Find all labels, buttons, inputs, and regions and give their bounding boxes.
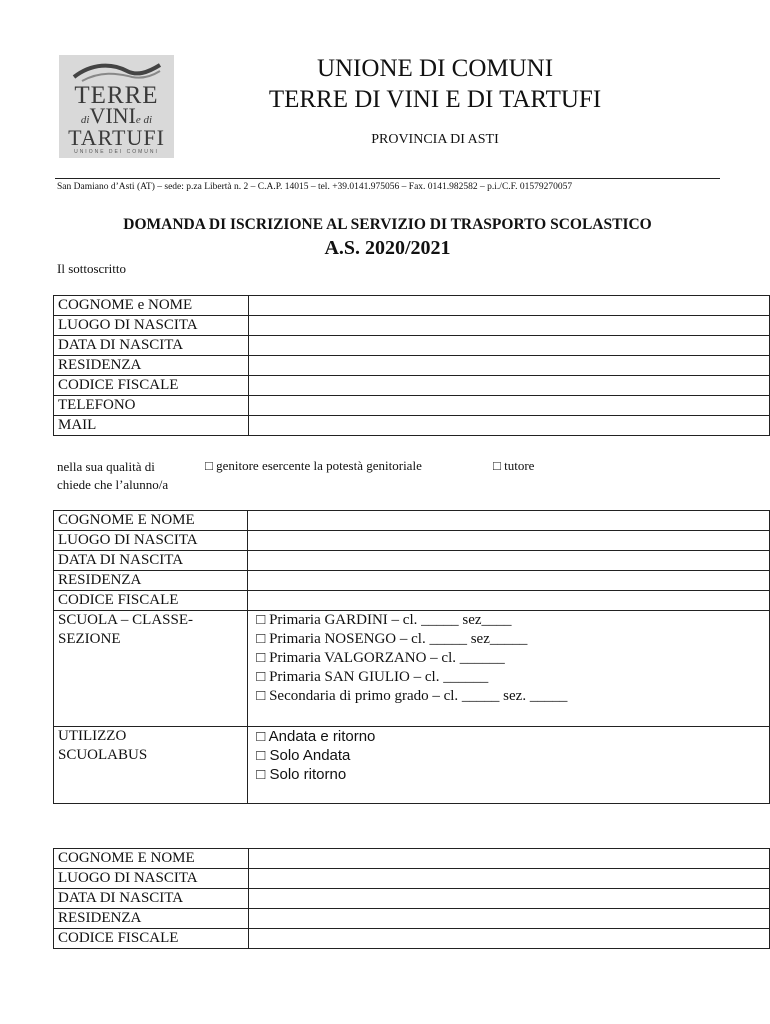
field-label: DATA DI NASCITA	[54, 551, 248, 571]
school-option-nosengo[interactable]: □ Primaria NOSENGO – cl. _____ sez_____	[256, 631, 528, 647]
logo-vini: VINI	[89, 103, 136, 128]
field-input[interactable]	[248, 551, 770, 571]
table-row	[54, 416, 770, 436]
school-year: A.S. 2020/2021	[324, 237, 451, 259]
field-label: RESIDENZA	[54, 909, 249, 929]
field-input[interactable]	[249, 416, 770, 436]
bus-label-line-2: SCUOLABUS	[58, 747, 148, 763]
field-input[interactable]	[249, 929, 770, 949]
school-option-secondaria[interactable]: □ Secondaria di primo grado – cl. _____ sez. _____	[256, 688, 568, 704]
undersigned-label: Il sottoscritto	[57, 261, 126, 276]
school-label-line-1: SCUOLA – CLASSE-	[58, 612, 194, 628]
wave-icon	[72, 61, 162, 83]
table-row	[54, 727, 770, 804]
table-row	[54, 296, 770, 316]
logo-line-tartufi: TARTUFI	[68, 125, 165, 150]
table-row	[54, 611, 770, 727]
table-row	[54, 396, 770, 416]
field-input[interactable]	[249, 909, 770, 929]
bus-option-solo-andata[interactable]: □ Solo Andata	[256, 747, 351, 764]
field-input[interactable]	[249, 396, 770, 416]
header-title-1: UNIONE DI COMUNI	[316, 55, 554, 82]
student-table-1	[53, 510, 770, 804]
checkbox-tutore[interactable]: □ tutore	[493, 458, 535, 473]
table-row	[54, 869, 770, 889]
field-input[interactable]	[248, 571, 770, 591]
capacity-text	[57, 458, 168, 494]
field-input[interactable]	[249, 869, 770, 889]
logo-di-1: di	[80, 114, 90, 126]
field-input[interactable]	[249, 376, 770, 396]
table-row	[54, 551, 770, 571]
bus-label	[54, 727, 248, 804]
field-input[interactable]	[249, 849, 770, 869]
student-table-2	[53, 848, 770, 949]
field-label: LUOGO DI NASCITA	[54, 531, 248, 551]
school-label	[54, 611, 248, 727]
field-label: CODICE FISCALE	[54, 376, 249, 396]
table-row	[54, 336, 770, 356]
field-label: LUOGO DI NASCITA	[54, 316, 249, 336]
terre-logo	[59, 55, 174, 158]
field-label: COGNOME E NOME	[54, 511, 248, 531]
school-options	[248, 611, 770, 727]
bus-option-solo-ritorno[interactable]: □ Solo ritorno	[256, 766, 347, 783]
table-row	[54, 316, 770, 336]
bus-label-line-1: UTILIZZO	[58, 728, 127, 744]
field-input[interactable]	[249, 336, 770, 356]
field-label: DATA DI NASCITA	[54, 336, 249, 356]
table-row	[54, 909, 770, 929]
field-label: CODICE FISCALE	[54, 929, 249, 949]
header-address: San Damiano d’Asti (AT) – sede: p.za Libertà n. 2 – C.A.P. 14015 – tel. +39.0141.975056 – Fax. 0141.982582 – p.i./C.F. 01579270057	[57, 182, 573, 192]
table-row	[54, 889, 770, 909]
field-label: CODICE FISCALE	[54, 591, 248, 611]
field-label: COGNOME e NOME	[54, 296, 249, 316]
field-label: MAIL	[54, 416, 249, 436]
field-input[interactable]	[249, 296, 770, 316]
field-label: COGNOME E NOME	[54, 849, 249, 869]
table-row	[54, 511, 770, 531]
document-title: DOMANDA DI ISCRIZIONE AL SERVIZIO DI TRASPORTO SCOLASTICO	[123, 216, 652, 233]
capacity-line-1: nella sua qualità di	[57, 459, 155, 474]
table-row	[54, 531, 770, 551]
school-option-gardini[interactable]: □ Primaria GARDINI – cl. _____ sez____	[256, 612, 512, 628]
field-input[interactable]	[249, 316, 770, 336]
table-row	[54, 849, 770, 869]
table-row	[54, 591, 770, 611]
table-row	[54, 571, 770, 591]
applicant-table	[53, 295, 770, 436]
field-input[interactable]	[249, 356, 770, 376]
header-divider	[55, 178, 720, 179]
checkbox-genitore[interactable]: □ genitore esercente la potestà genitoriale	[205, 458, 422, 473]
table-row	[54, 929, 770, 949]
field-input[interactable]	[248, 511, 770, 531]
header-title-2: TERRE DI VINI E DI TARTUFI	[268, 86, 602, 113]
table-row	[54, 376, 770, 396]
field-input[interactable]	[248, 591, 770, 611]
bus-option-andata-ritorno[interactable]: □ Andata e ritorno	[256, 728, 376, 745]
table-row	[54, 356, 770, 376]
field-label: RESIDENZA	[54, 571, 248, 591]
school-label-line-2: SEZIONE	[58, 631, 121, 647]
field-input[interactable]	[249, 889, 770, 909]
school-option-valgorzano[interactable]: □ Primaria VALGORZANO – cl. ______	[256, 650, 505, 666]
header-province: PROVINCIA DI ASTI	[371, 132, 499, 147]
school-option-san-giulio[interactable]: □ Primaria SAN GIULIO – cl. ______	[256, 669, 489, 685]
field-input[interactable]	[248, 531, 770, 551]
bus-options	[248, 727, 770, 804]
field-label: LUOGO DI NASCITA	[54, 869, 249, 889]
field-label: DATA DI NASCITA	[54, 889, 249, 909]
field-label: TELEFONO	[54, 396, 249, 416]
capacity-line-2: chiede che l’alunno/a	[57, 477, 169, 492]
logo-edi: e di	[135, 114, 153, 126]
field-label: RESIDENZA	[54, 356, 249, 376]
logo-line-unione: UNIONE DEI COMUNI	[74, 149, 159, 155]
logo-line-terre: TERRE	[74, 82, 159, 109]
